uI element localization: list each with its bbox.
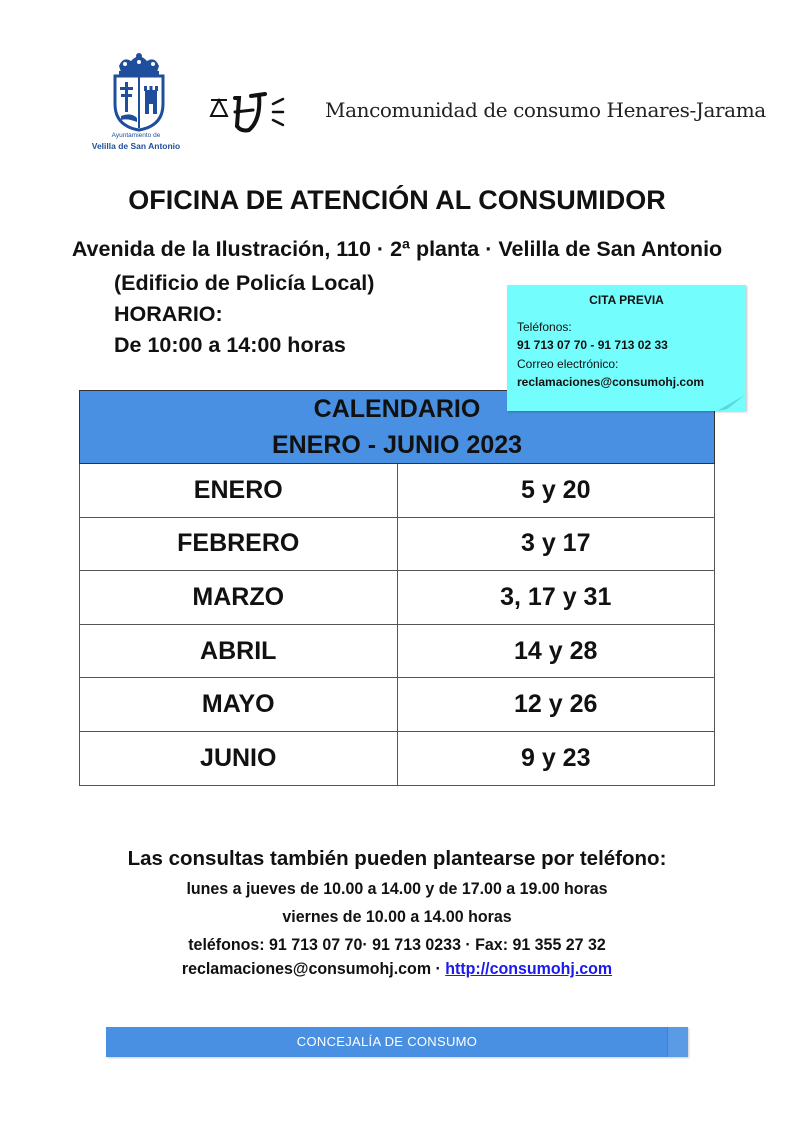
contact-line — [24, 959, 770, 979]
cita-previa-note — [507, 285, 746, 411]
month-cell: ABRIL — [80, 624, 398, 678]
month-cell: FEBRERO — [80, 517, 398, 571]
month-cell: JUNIO — [80, 731, 398, 785]
days-cell: 9 y 23 — [397, 731, 715, 785]
month-cell: MARZO — [80, 571, 398, 625]
table-row — [80, 624, 715, 678]
coat-of-arms-icon — [107, 52, 171, 132]
days-cell: 3, 17 y 31 — [397, 571, 715, 625]
ayuntamiento-caption — [86, 131, 186, 151]
table-row — [80, 517, 715, 571]
note-fold-icon — [717, 395, 747, 413]
table-row — [80, 464, 715, 518]
cita-previa-phones-label: Teléfonos: — [517, 320, 572, 334]
office-building: (Edificio de Policía Local) — [114, 271, 375, 295]
cita-previa-phones: 91 713 07 70 - 91 713 02 33 — [517, 338, 668, 352]
month-cell: ENERO — [80, 464, 398, 518]
cita-previa-title: CITA PREVIA — [589, 293, 664, 307]
horario-label: HORARIO: — [114, 302, 223, 326]
ayuntamiento-caption-line1: Ayuntamiento de — [111, 132, 161, 139]
cita-previa-email-label: Correo electrónico: — [517, 357, 619, 371]
consultas-title: Las consultas también pueden plantearse por teléfono: — [127, 847, 667, 870]
friday-hours: viernes de 10.00 a 14.00 horas — [282, 907, 512, 926]
horario-value: De 10:00 a 14:00 horas — [114, 333, 346, 357]
calendar-period: ENERO - JUNIO 2023 — [271, 431, 523, 459]
footer-endcap — [667, 1027, 688, 1057]
calendar-table — [79, 390, 715, 786]
table-row — [80, 571, 715, 625]
days-cell: 14 y 28 — [397, 624, 715, 678]
table-row — [80, 731, 715, 785]
contact-email: reclamaciones@consumohj.com — [181, 959, 432, 978]
calendar-title: CALENDARIO — [313, 395, 481, 423]
days-cell: 3 y 17 — [397, 517, 715, 571]
footer-bar — [106, 1027, 688, 1057]
website-link[interactable]: http://consumohj.com — [445, 959, 613, 978]
mancomunidad-mark-icon — [207, 88, 297, 134]
table-row — [80, 678, 715, 732]
ayuntamiento-caption-line2: Velilla de San Antonio — [91, 141, 181, 151]
phones-line: teléfonos: 91 713 07 70· 91 713 0233 · Fax: 91 355 27 32 — [188, 935, 606, 954]
office-address: Avenida de la Ilustración, 110 · 2ª planta · Velilla de San Antonio — [71, 237, 723, 261]
weekday-hours: lunes a jueves de 10.00 a 14.00 y de 17.00 a 19.00 horas — [186, 879, 608, 898]
mancomunidad-logo — [207, 88, 297, 134]
days-cell: 5 y 20 — [397, 464, 715, 518]
cita-previa-email: reclamaciones@consumohj.com — [517, 375, 705, 389]
days-cell: 12 y 26 — [397, 678, 715, 732]
footer-label: CONCEJALÍA DE CONSUMO — [296, 1034, 478, 1049]
month-cell: MAYO — [80, 678, 398, 732]
mancomunidad-title: Mancomunidad de consumo Henares-Jarama — [325, 98, 766, 122]
page-title: OFICINA DE ATENCIÓN AL CONSUMIDOR — [128, 185, 666, 215]
contact-separator: · — [431, 959, 446, 978]
